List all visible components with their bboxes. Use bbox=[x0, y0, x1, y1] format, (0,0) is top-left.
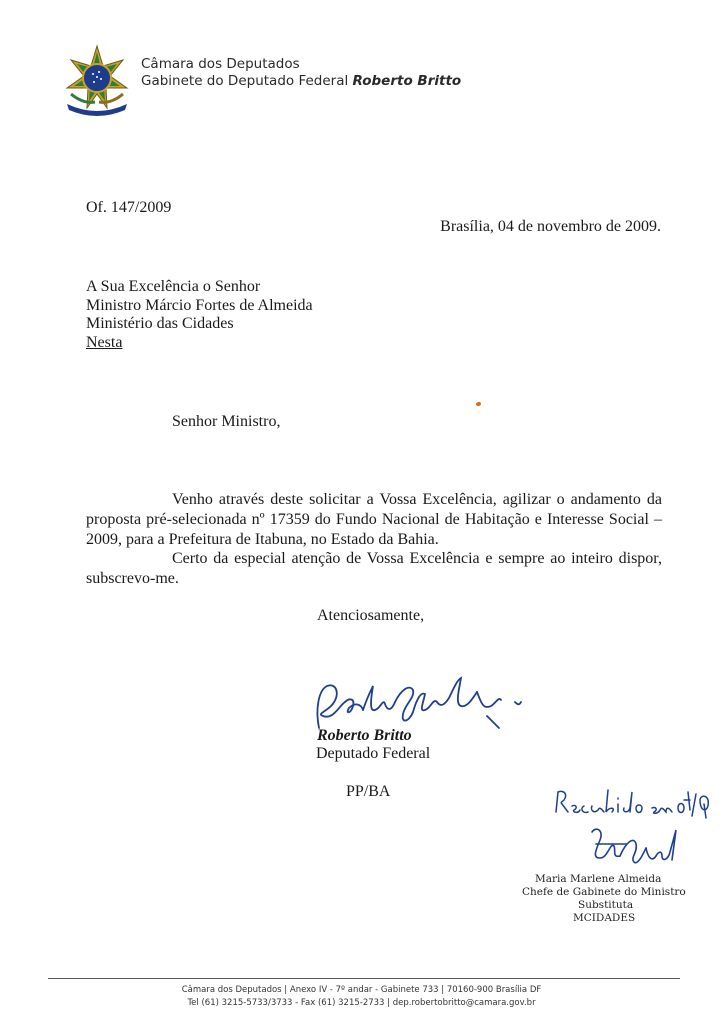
recipient-line: Ministro Márcio Fortes de Almeida bbox=[86, 297, 313, 314]
handwritten-initials bbox=[586, 822, 686, 872]
closing: Atenciosamente, bbox=[317, 607, 425, 624]
recipient-line: Ministério das Cidades bbox=[86, 315, 234, 332]
letter-reference-number: Of. 147/2009 bbox=[86, 199, 172, 216]
stamp-title: Chefe de Gabinete do Ministro bbox=[522, 886, 686, 898]
letterhead-deputy-name: Roberto Britto bbox=[352, 73, 462, 89]
stamp-department: MCIDADES bbox=[573, 912, 636, 924]
coat-of-arms-seal bbox=[63, 44, 131, 116]
paper-speck bbox=[475, 401, 481, 407]
footer-contact: Tel (61) 3215-5733/3733 - Fax (61) 3215-2733 | dep.robertobritto@camara.gov.br bbox=[187, 998, 536, 1008]
handwritten-receipt-note bbox=[552, 786, 712, 820]
signer-role: Deputado Federal bbox=[316, 745, 431, 762]
stamp-status: Substituta bbox=[578, 899, 634, 911]
stamp-name: Maria Marlene Almeida bbox=[535, 873, 662, 885]
recipient-line: Nesta bbox=[86, 334, 123, 351]
letterhead-office-prefix: Gabinete do Deputado Federal bbox=[141, 73, 353, 89]
signer-party: PP/BA bbox=[346, 783, 391, 800]
body-paragraph: Certo da especial atenção de Vossa Excelência e sempre ao inteiro dispor, subscrevo-me. bbox=[86, 550, 662, 587]
footer-divider bbox=[48, 978, 680, 979]
letterhead-institution: Câmara dos Deputados bbox=[141, 56, 300, 72]
salutation: Senhor Ministro, bbox=[172, 413, 281, 430]
signer-name: Roberto Britto bbox=[317, 727, 412, 744]
footer-address: Câmara dos Deputados | Anexo IV - 7º andar - Gabinete 733 | 70160-900 Brasília DF bbox=[181, 985, 542, 995]
letter-date: Brasília, 04 de novembro de 2009. bbox=[440, 218, 661, 235]
letterhead-office bbox=[141, 73, 461, 89]
body-paragraph: Venho através deste solicitar a Vossa Excelência, agilizar o andamento da proposta pré-selecionada nº 17359 do Fundo Nacional de Habitação e Interesse Social – 2009, para a Prefeitura de Itabuna, no Estado da Bahia. bbox=[86, 491, 662, 548]
recipient-line: A Sua Excelência o Senhor bbox=[86, 278, 261, 295]
